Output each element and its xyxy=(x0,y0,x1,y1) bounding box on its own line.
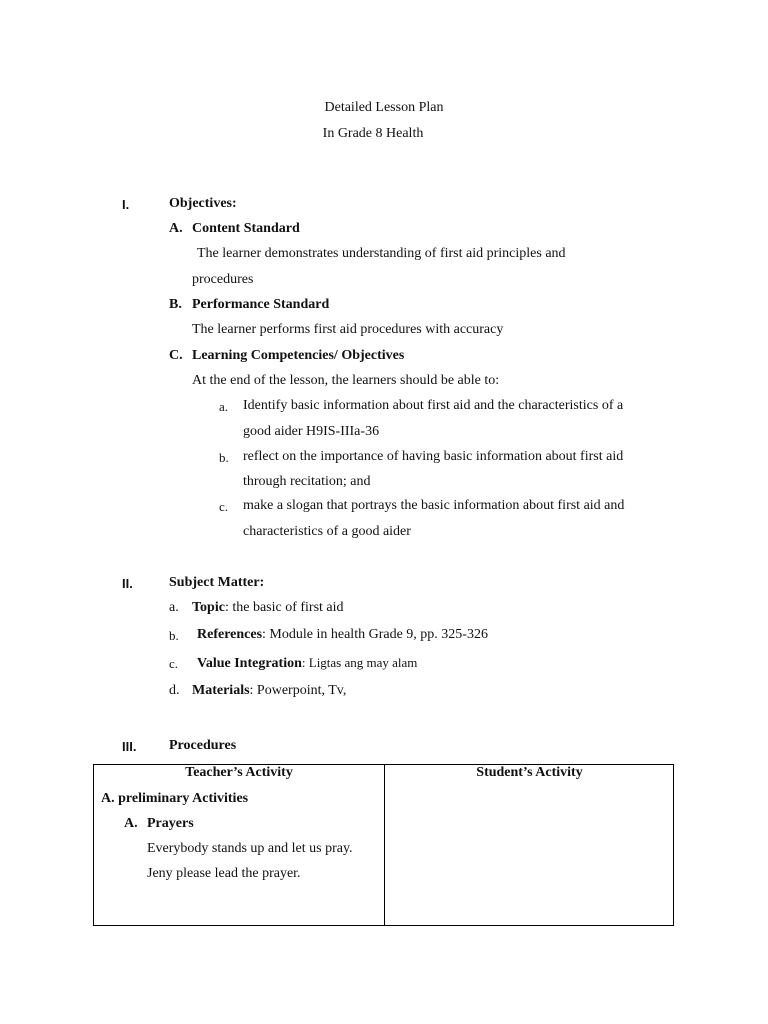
subject-item-label: Materials xyxy=(192,683,250,698)
page-title: Detailed Lesson Plan xyxy=(324,100,444,115)
subject-matter-heading: Subject Matter: xyxy=(169,575,265,590)
subject-item-value: : Ligtas ang may alam xyxy=(301,655,418,670)
section-numeral-objectives: I. xyxy=(122,197,130,212)
performance-standard-text: The learner performs first aid procedures with accuracy xyxy=(192,322,504,337)
prayer-instruction-line: Everybody stands up and let us pray. xyxy=(147,841,353,856)
page-subtitle: In Grade 8 Health xyxy=(322,126,424,141)
prayers-label: Prayers xyxy=(147,816,194,831)
student-activity-header: Student’s Activity xyxy=(476,765,583,780)
competency-item-line: make a slogan that portrays the basic information about first aid and xyxy=(243,498,625,513)
content-standard-letter: A. xyxy=(169,221,183,236)
subject-item-materials xyxy=(192,683,346,699)
subject-item-label: Value Integration xyxy=(197,656,302,671)
performance-standard-label: Performance Standard xyxy=(192,297,330,312)
competencies-label: Learning Competencies/ Objectives xyxy=(192,348,405,363)
content-standard-label: Content Standard xyxy=(192,221,300,236)
subject-item-topic xyxy=(192,600,344,616)
prayer-instruction-line: Jeny please lead the prayer. xyxy=(147,866,301,881)
competency-item-line: reflect on the importance of having basic information about first aid xyxy=(243,449,624,464)
subject-item-value: : the basic of first aid xyxy=(224,600,344,615)
content-standard-text-2: procedures xyxy=(192,272,254,287)
competencies-intro: At the end of the lesson, the learners should be able to: xyxy=(192,373,500,388)
section-numeral-procedures: III. xyxy=(122,739,137,754)
subject-item-label: References xyxy=(197,627,263,642)
subject-item-references xyxy=(197,627,488,643)
competency-item-line: good aider H9IS-IIIa-36 xyxy=(243,424,380,439)
subject-item-marker: d. xyxy=(169,683,180,698)
subject-item-marker: a. xyxy=(169,600,179,615)
competency-marker: b. xyxy=(219,450,229,465)
teacher-activity-cell xyxy=(94,765,385,926)
subject-item-marker: c. xyxy=(169,656,179,671)
subject-item-label: Topic xyxy=(192,600,225,615)
subject-item-value: : Powerpoint, Tv, xyxy=(249,683,347,698)
subject-item-marker: b. xyxy=(169,628,179,643)
competency-marker: a. xyxy=(219,399,229,414)
section-numeral-subject-matter: II. xyxy=(122,576,133,591)
preliminary-activities-label: A. preliminary Activities xyxy=(101,791,249,806)
procedures-heading: Procedures xyxy=(169,738,237,753)
competency-item-line: characteristics of a good aider xyxy=(243,524,411,539)
prayers-letter: A. xyxy=(124,816,138,831)
content-standard-text-1: The learner demonstrates understanding of first aid principles and xyxy=(197,246,566,261)
teacher-activity-header: Teacher’s Activity xyxy=(185,765,293,780)
objectives-heading: Objectives: xyxy=(169,196,237,211)
competency-item-line: Identify basic information about first aid and the characteristics of a xyxy=(243,398,624,413)
subject-item-value: : Module in health Grade 9, pp. 325-326 xyxy=(262,627,488,642)
student-activity-cell xyxy=(385,765,674,926)
procedures-table xyxy=(93,764,674,926)
competencies-letter: C. xyxy=(169,348,183,363)
competency-item-line: through recitation; and xyxy=(243,474,371,489)
competency-marker: c. xyxy=(219,499,229,514)
subject-item-value-integration xyxy=(197,655,417,672)
performance-standard-letter: B. xyxy=(169,297,182,312)
